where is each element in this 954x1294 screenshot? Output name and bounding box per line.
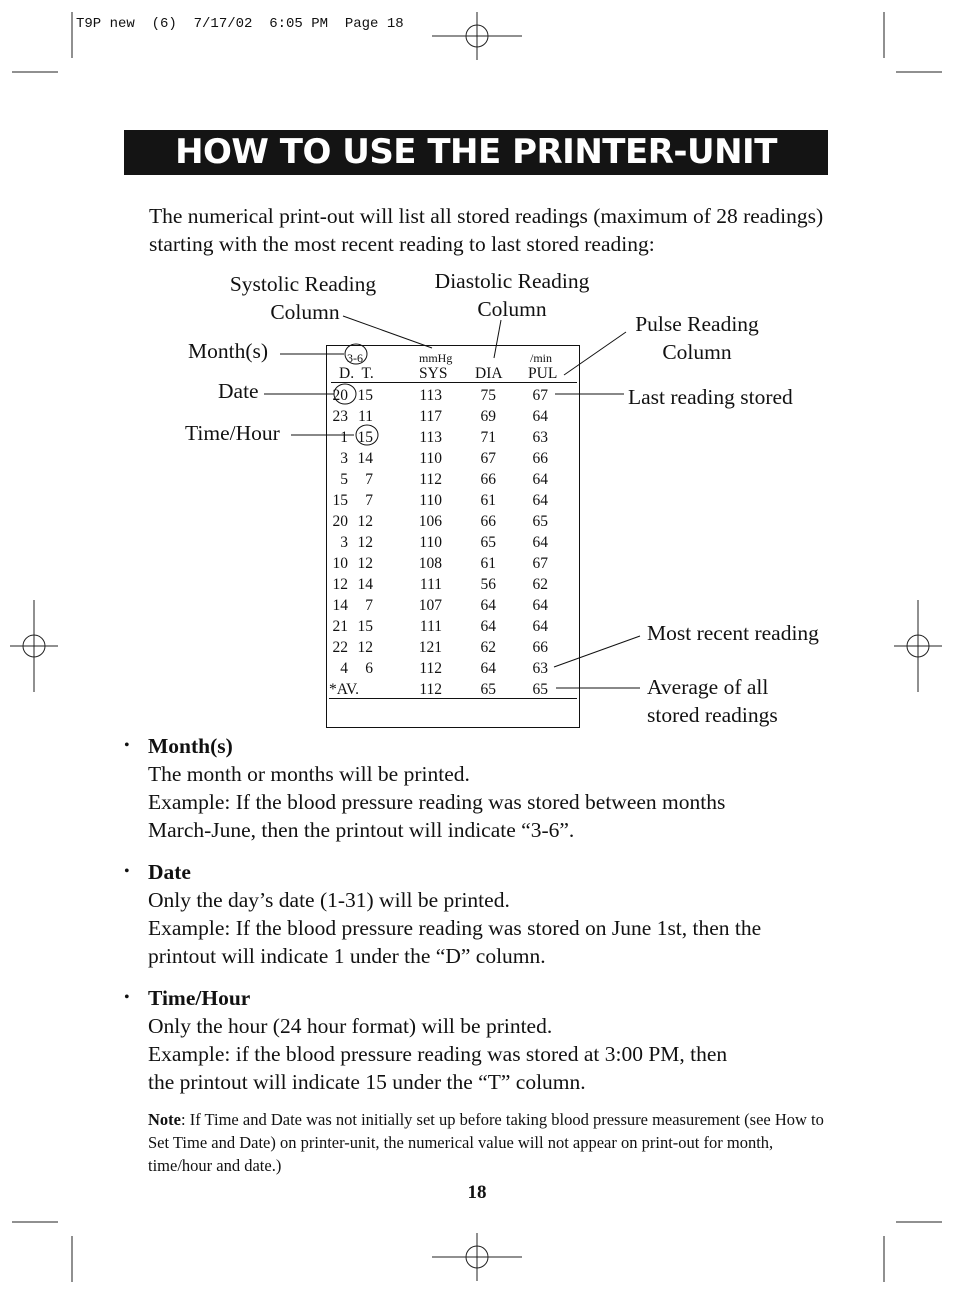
bullet-marker: • xyxy=(124,737,130,754)
cell-time: 14 xyxy=(357,576,373,593)
cell-sys: 113 xyxy=(419,429,442,446)
cell-dia: 65 xyxy=(480,534,496,551)
callout-diastolic: Diastolic Reading Column xyxy=(434,269,590,321)
cell-dia: 61 xyxy=(480,555,496,572)
cell-sys: 110 xyxy=(419,492,442,509)
cell-dia: 66 xyxy=(480,471,496,488)
cell-dia: 75 xyxy=(480,387,496,404)
page-title: HOW TO USE THE PRINTER-UNIT xyxy=(175,132,777,172)
cell-day: 10 xyxy=(332,555,348,572)
header-dt: D. T. xyxy=(339,365,374,382)
cell-day: 20 xyxy=(332,513,348,530)
cell-pul: 63 xyxy=(532,660,548,677)
note-text: : If Time and Date was not initially set up before taking blood pressure measurement (see How to Set Time and Date) on printer-unit, the numerical value will not appear on print-out for month, time/hour and date.) xyxy=(148,1110,824,1175)
cell-sys: 110 xyxy=(419,450,442,467)
bullet-date: • Date Only the day’s date (1-31) will be printed. Example: If the blood pressure reading was stored on June 1st, then the printout will indicate 1 under the “D” column. xyxy=(124,860,762,968)
cell-time: 11 xyxy=(358,408,373,425)
callout-last-reading: Last reading stored xyxy=(628,385,793,409)
cell-time: 15 xyxy=(357,429,373,446)
cell-time: 14 xyxy=(357,450,373,467)
cell-time: 6 xyxy=(365,660,373,677)
intro-text: The numerical print-out will list all stored readings (maximum of 28 readings) starting with the most recent reading to last stored reading: xyxy=(149,204,824,256)
cell-sys: 112 xyxy=(419,660,442,677)
cell-pul: 67 xyxy=(532,555,548,572)
cell-dia: 64 xyxy=(480,618,496,635)
note-label: Note xyxy=(148,1110,181,1129)
callout-months: Month(s) xyxy=(188,339,269,363)
cell-dia: 64 xyxy=(480,597,496,614)
field-descriptions xyxy=(124,732,834,1110)
cell-day: 3 xyxy=(340,534,348,551)
cell-pul: 62 xyxy=(532,576,548,593)
callout-date: Date xyxy=(218,379,259,403)
bullet-marker: • xyxy=(124,863,130,880)
callout-systolic: Systolic Reading Column xyxy=(229,272,377,324)
cell-sys: 106 xyxy=(418,513,442,530)
cell-pul: 64 xyxy=(532,618,548,635)
cell-pul: 64 xyxy=(532,492,548,509)
bullet-marker: • xyxy=(124,989,130,1006)
cell-pul: 64 xyxy=(532,471,548,488)
cell-sys: 110 xyxy=(419,534,442,551)
callout-time: Time/Hour xyxy=(185,421,280,445)
cell-pul: 64 xyxy=(532,408,548,425)
cell-pul: 63 xyxy=(532,429,548,446)
cell-average-pul: 65 xyxy=(532,681,548,698)
cell-day: 3 xyxy=(340,450,348,467)
callout-pulse: Pulse Reading Column xyxy=(635,312,759,364)
cell-sys: 117 xyxy=(419,408,442,425)
cell-dia: 66 xyxy=(480,513,496,530)
cell-day: 21 xyxy=(332,618,348,635)
printout-unit-pressure: mmHg xyxy=(419,351,453,365)
cell-day: 5 xyxy=(340,471,348,488)
bullet-time: • Time/Hour Only the hour (24 hour format) will be printed. Example: if the blood pressure reading was stored at 3:00 PM, then the printout will indicate 15 under the “T” column. xyxy=(124,986,728,1094)
cell-sys: 112 xyxy=(419,471,442,488)
header-sys: SYS xyxy=(419,365,448,382)
cell-time: 12 xyxy=(357,555,373,572)
cell-pul: 67 xyxy=(532,387,548,404)
cell-day: 15 xyxy=(332,492,348,509)
cell-dia: 71 xyxy=(480,429,496,446)
cell-dia: 69 xyxy=(480,408,496,425)
cell-sys: 113 xyxy=(419,387,442,404)
print-slug: T9P new (6) 7/17/02 6:05 PM Page 18 xyxy=(76,16,404,32)
cell-day: 4 xyxy=(340,660,348,677)
header-pul: PUL xyxy=(528,365,558,382)
cell-pul: 64 xyxy=(532,597,548,614)
cell-time: 12 xyxy=(357,639,373,656)
printout-months: 3-6 xyxy=(347,351,363,365)
cell-sys: 111 xyxy=(419,618,442,635)
cell-dia: 64 xyxy=(480,660,496,677)
cell-pul: 65 xyxy=(532,513,548,530)
cell-dia: 56 xyxy=(480,576,496,593)
cell-sys: 107 xyxy=(418,597,442,614)
cell-pul: 66 xyxy=(532,639,548,656)
cell-sys: 108 xyxy=(418,555,442,572)
cell-day: 22 xyxy=(332,639,348,656)
cell-time: 7 xyxy=(365,492,373,509)
callout-average: Average of all stored readings xyxy=(647,675,778,727)
note xyxy=(148,1108,838,1177)
callout-most-recent: Most recent reading xyxy=(647,621,819,645)
cell-sys: 121 xyxy=(418,639,442,656)
cell-time: 12 xyxy=(357,513,373,530)
cell-dia: 62 xyxy=(480,639,496,656)
cell-day: 1 xyxy=(340,429,348,446)
cell-time: 12 xyxy=(357,534,373,551)
cell-day: 12 xyxy=(332,576,348,593)
cell-dia: 61 xyxy=(480,492,496,509)
cell-average-sys: 112 xyxy=(419,681,442,698)
cell-average-label: *AV. xyxy=(329,681,360,698)
cell-day: 20 xyxy=(332,387,348,404)
bullet-months: • Month(s) The month or months will be printed. Example: If the blood pressure reading was stored between months March-June, then the printout will indicate “3-6”. xyxy=(124,734,726,842)
cell-sys: 111 xyxy=(419,576,442,593)
cell-time: 15 xyxy=(357,618,373,635)
cell-day: 23 xyxy=(332,408,348,425)
cell-pul: 66 xyxy=(532,450,548,467)
printout-unit-pulse: /min xyxy=(530,351,553,365)
cell-average-dia: 65 xyxy=(480,681,496,698)
header-dia: DIA xyxy=(475,365,503,382)
page-number: 18 xyxy=(467,1182,487,1203)
cell-time: 7 xyxy=(365,471,373,488)
cell-time: 7 xyxy=(365,597,373,614)
cell-pul: 64 xyxy=(532,534,548,551)
cell-dia: 67 xyxy=(480,450,496,467)
cell-day: 14 xyxy=(332,597,348,614)
cell-time: 15 xyxy=(357,387,373,404)
